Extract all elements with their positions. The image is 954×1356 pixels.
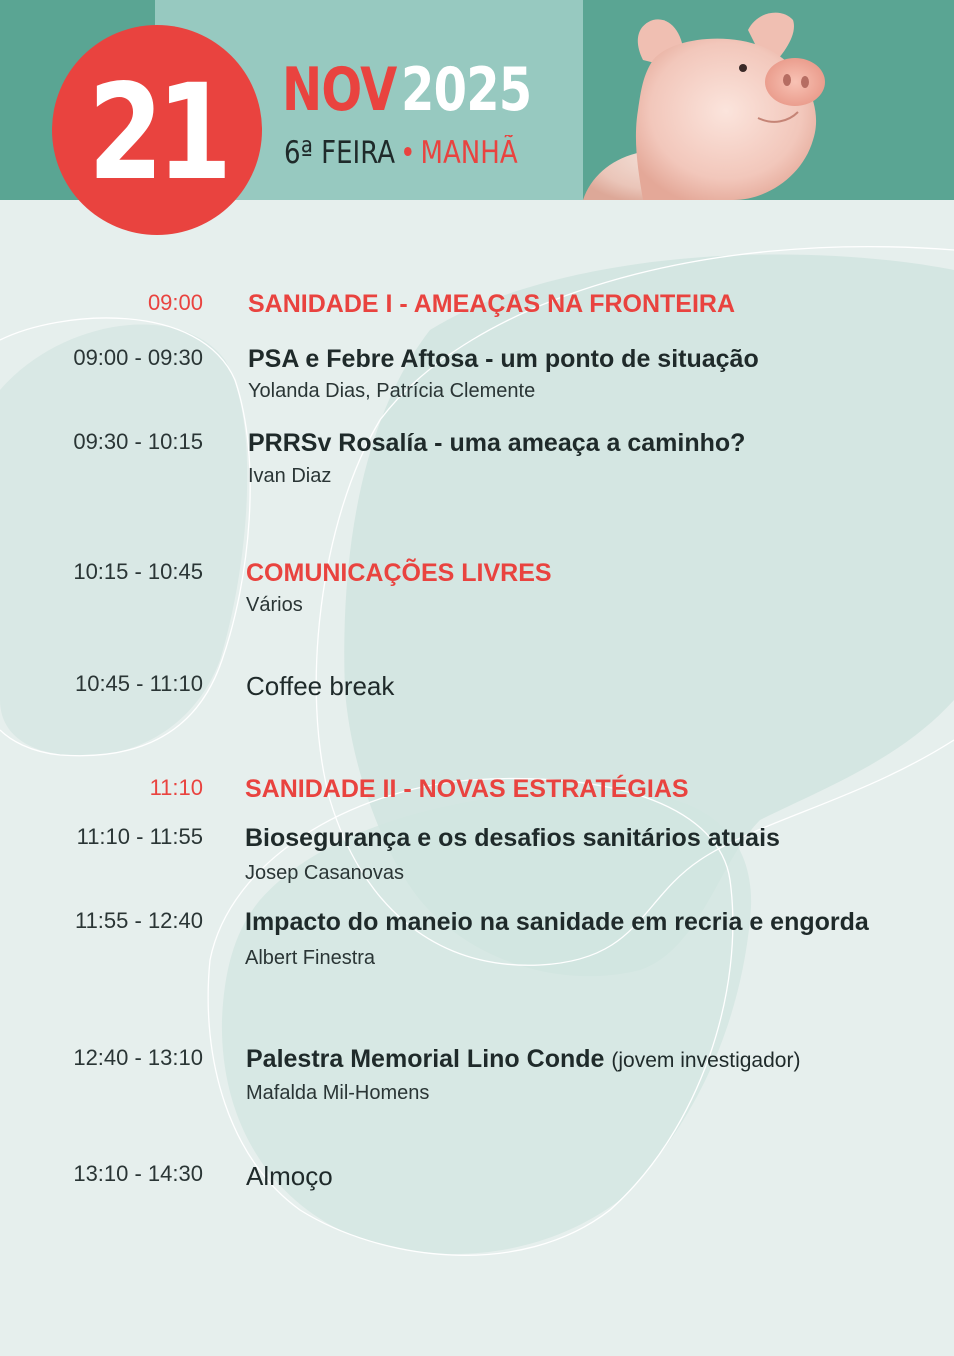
- period-label: MANHÃ: [420, 135, 518, 171]
- separator-dot: •: [400, 135, 416, 171]
- speaker-name: Mafalda Mil-Homens: [246, 1082, 430, 1104]
- speaker-name: Ivan Diaz: [248, 465, 332, 487]
- speaker-name: Yolanda Dias, Patrícia Clemente: [248, 380, 536, 402]
- day-number: 21: [88, 56, 226, 210]
- section-title: SANIDADE II - NOVAS ESTRATÉGIAS: [245, 775, 689, 803]
- month-label: NOV: [282, 55, 397, 125]
- time-label: 09:00 - 09:30: [73, 345, 203, 370]
- talk-title: Impacto do maneio na sanidade em recria e engorda: [245, 908, 869, 936]
- time-label: 12:40 - 13:10: [73, 1045, 203, 1070]
- weekday-label: 6ª FEIRA: [284, 135, 396, 171]
- talk-title: [246, 1045, 800, 1074]
- talk-title: Biosegurança e os desafios sanitários atuais: [245, 824, 780, 852]
- time-label: 10:45 - 11:10: [74, 671, 203, 696]
- talk-title: PSA e Febre Aftosa - um ponto de situação: [248, 345, 759, 373]
- time-label: 11:55 - 12:40: [74, 908, 203, 933]
- time-label: 13:10 - 14:30: [73, 1161, 203, 1186]
- speaker-name: Josep Casanovas: [245, 862, 404, 884]
- time-label: 11:10: [149, 775, 203, 800]
- talk-title: PRRSv Rosalía - uma ameaça a caminho?: [248, 429, 746, 457]
- speaker-name: Albert Finestra: [245, 947, 376, 969]
- talk-title-note: (jovem investigador): [611, 1049, 801, 1072]
- time-label: 09:00: [147, 290, 203, 315]
- time-label: 10:15 - 10:45: [73, 559, 203, 584]
- break-title: Coffee break: [246, 671, 395, 701]
- time-label: 11:10 - 11:55: [76, 824, 203, 849]
- talk-title-main: Palestra Memorial Lino Conde: [246, 1045, 605, 1073]
- section-title: COMUNICAÇÕES LIVRES: [246, 559, 552, 587]
- section-title: SANIDADE I - AMEAÇAS NA FRONTEIRA: [248, 290, 736, 318]
- break-title: Almoço: [246, 1161, 333, 1191]
- year-label: 2025: [401, 55, 532, 125]
- time-label: 09:30 - 10:15: [73, 429, 203, 454]
- speaker-name: Vários: [246, 594, 303, 616]
